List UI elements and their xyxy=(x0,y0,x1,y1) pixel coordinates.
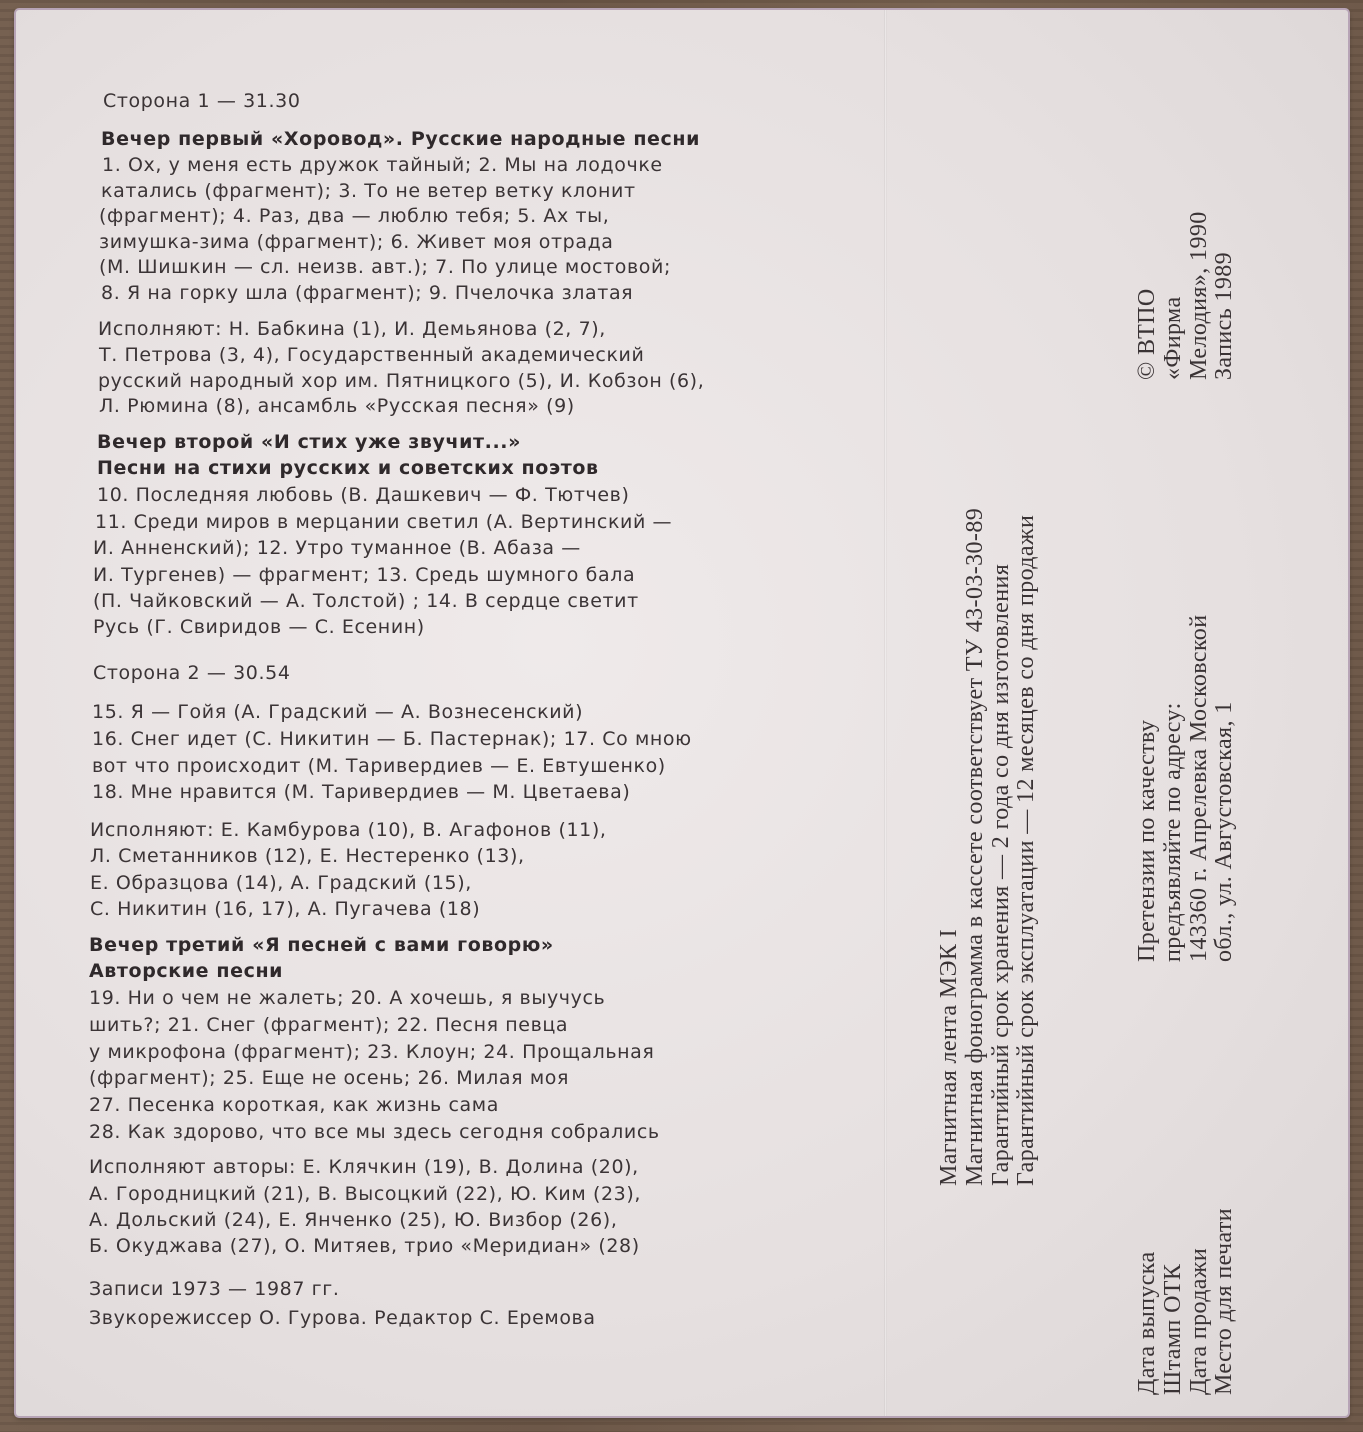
evening2-line: Русь (Г. Свиридов — С. Есенин) xyxy=(93,616,425,638)
side2-performers: Исполняют: Е. Камбурова (10), В. Агафонов (11), xyxy=(90,819,607,841)
evening3-performers: А. Дольский (24), Е. Янченко (25), Ю. Визбор (26), xyxy=(89,1209,618,1231)
evening2-subtitle: Песни на стихи русских и советских поэтов xyxy=(97,457,599,479)
evening3-performers: А. Городницкий (21), В. Высоцкий (22), Ю. Ким (23), xyxy=(89,1183,641,1205)
evening3-line: 27. Песенка короткая, как жизнь сама xyxy=(89,1094,499,1116)
flap-print-place: Место для печати xyxy=(1211,1207,1237,1395)
evening1-performers: Исполняют: Н. Бабкина (1), И. Демьянова (2, 7), xyxy=(98,318,606,340)
flap-melodiya-year: Мелодия», 1990 xyxy=(1186,211,1212,380)
evening1-line: (М. Шишкин — сл. неизв. авт.); 7. По улице мостовой; xyxy=(99,256,671,278)
side2-line: 16. Снег идет (С. Никитин — Б. Пастернак); 17. Со мною xyxy=(92,728,692,750)
evening3-performers: Исполняют авторы: Е. Клячкин (19), В. Долина (20), xyxy=(89,1156,639,1178)
fold-line xyxy=(884,10,887,1416)
side2-line: 15. Я — Гойя (А. Градский — А. Вознесенский) xyxy=(92,701,584,723)
evening3-line: 19. Ни о чем не жалеть; 20. А хочешь, я выучусь xyxy=(89,987,606,1009)
evening2-line: (П. Чайковский — А. Толстой) ; 14. В сердце светит xyxy=(93,590,639,612)
evening2-line: 11. Среди миров в мерцании светил (А. Вертинский — xyxy=(95,511,673,533)
flap-otk-stamp: Штамп ОТК xyxy=(1160,1263,1186,1395)
evening2-title: Вечер второй «И стих уже звучит...» xyxy=(97,431,521,453)
side2-performers: Е. Образцова (14), А. Градский (15), xyxy=(90,872,472,894)
evening1-line: катались (фрагмент); 3. То не ветер ветку клонит xyxy=(101,180,636,202)
evening1-performers: русский народный хор им. Пятницкого (5), И. Кобзон (6), xyxy=(98,370,705,392)
spine-tape-type: Магнитная лента МЭК I xyxy=(936,928,962,1186)
side2-performers: Л. Сметанников (12), Е. Нестеренко (13), xyxy=(90,845,525,867)
flap-release-date: Дата выпуска xyxy=(1134,1251,1160,1395)
flap-complaints: Претензии по качеству xyxy=(1134,719,1160,962)
evening3-line: (фрагмент); 25. Еще не осень; 26. Милая моя xyxy=(89,1067,570,1089)
flap-copyright: © ВТПО xyxy=(1134,288,1160,380)
evening1-line: 8. Я на горку шла (фрагмент); 9. Пчелочка златая xyxy=(101,282,634,304)
flap-recording-year: Запись 1989 xyxy=(1211,251,1237,380)
spine-operation-warranty: Гарантийный срок эксплуатации — 12 месяцев со дня продажи xyxy=(1013,514,1039,1186)
evening3-title: Вечер третий «Я песней с вами говорю» xyxy=(89,934,554,956)
flap-address-intro: предъявляйте по адресу: xyxy=(1160,702,1186,962)
evening3-line: 28. Как здорово, что все мы здесь сегодня собрались xyxy=(89,1121,660,1143)
evening1-line: (фрагмент); 4. Раз, два — люблю тебя; 5. Ах ты, xyxy=(99,205,610,227)
evening3-performers: Б. Окуджава (27), О. Митяев, трио «Меридиан» (28) xyxy=(89,1235,640,1257)
flap-firm: «Фирма xyxy=(1160,296,1186,380)
evening3-line: у микрофона (фрагмент); 23. Клоун; 24. Прощальная xyxy=(89,1041,655,1063)
evening1-performers: Л. Рюмина (8), ансамбль «Русская песня» (9) xyxy=(99,395,575,417)
evening1-line: зимушка-зима (фрагмент); 6. Живет моя отрада xyxy=(99,231,614,253)
flap-address-line1: 143360 г. Апрелевка Московской xyxy=(1186,614,1212,962)
side2-line: 18. Мне нравится (М. Таривердиев — М. Цветаева) xyxy=(92,781,631,803)
evening3-subtitle: Авторские песни xyxy=(89,960,284,982)
evening2-line: И. Тургенев) — фрагмент; 13. Средь шумного бала xyxy=(93,564,636,586)
flap-address-line2: обл., ул. Августовская, 1 xyxy=(1211,701,1237,962)
evening2-line: И. Анненский); 12. Утро туманное (В. Абаза — xyxy=(93,537,581,559)
flap-sale-date: Дата продажи xyxy=(1186,1247,1212,1395)
side2-line: вот что происходит (М. Таривердиев — Е. Евтушенко) xyxy=(92,755,666,777)
spine-conformity: Магнитная фонограмма в кассете соответствует ТУ 43-03-30-89 xyxy=(962,507,988,1186)
evening1-line: 1. Ох, у меня есть дружок тайный; 2. Мы на лодочке xyxy=(102,154,663,176)
evening2-line: 10. Последняя любовь (В. Дашкевич — Ф. Тютчев) xyxy=(97,484,630,506)
spine-storage-warranty: Гарантийный срок хранения — 2 года со дня изготовления xyxy=(988,563,1014,1186)
side1-header: Сторона 1 — 31.30 xyxy=(103,90,301,112)
credits-engineer-editor: Звукорежиссер О. Гурова. Редактор С. Еремова xyxy=(89,1307,596,1329)
evening1-title: Вечер первый «Хоровод». Русские народные песни xyxy=(101,128,701,150)
side2-header: Сторона 2 — 30.54 xyxy=(93,662,291,684)
recording-years: Записи 1973 — 1987 гг. xyxy=(89,1278,340,1300)
evening3-line: шить?; 21. Снег (фрагмент); 22. Песня певца xyxy=(89,1014,569,1036)
side2-performers: С. Никитин (16, 17), А. Пугачева (18) xyxy=(90,898,481,920)
evening1-performers: Т. Петрова (3, 4), Государственный академический xyxy=(99,344,645,366)
